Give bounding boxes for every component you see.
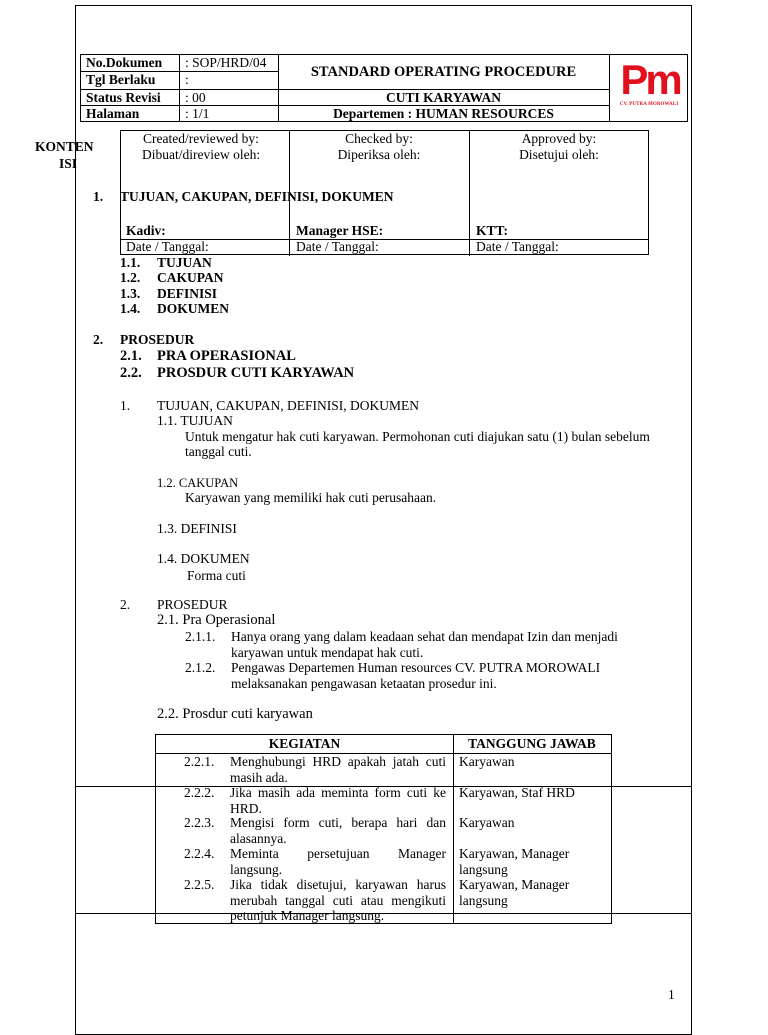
table-row-1-activity: Menghubungi HRD apakah jatah cuti masih ada. [230, 754, 446, 785]
overlay-frame [75, 786, 692, 914]
table-row-1-number: 2.2.1. [184, 754, 215, 769]
toc-section-2-title: PROSEDUR [120, 332, 195, 347]
konten-label: KONTEN [35, 139, 94, 154]
role-manager-hse: Manager HSE: [296, 223, 384, 238]
label-halaman: Halaman [86, 106, 140, 121]
pra-operasional-heading: 2.1. Pra Operasional [157, 612, 276, 628]
sop-department: Departemen : HUMAN RESOURCES [333, 106, 554, 121]
table-row-5-activity: Jika tidak disetujui, karyawan harus merubah tanggal cuti atau mengikuti petunjuk Manager langsung. [230, 877, 446, 923]
toc-item-1-1-number: 1.1. [120, 255, 141, 270]
company-name-logo-text: CV. PUTRA MOROWALI [619, 102, 679, 107]
toc-section-1-number: 1. [93, 189, 104, 204]
prosdur-heading: 2.2. Prosdur cuti karyawan [157, 706, 313, 722]
pra-item-2-line-2: melaksanakan pengawasan ketaatan prosedur ini. [231, 676, 497, 691]
toc-item-2-1-number: 2.1. [120, 348, 142, 364]
date-approved: Date / Tanggal: [476, 239, 559, 254]
sop-title: STANDARD OPERATING PROCEDURE [310, 64, 577, 80]
pra-item-2-number: 2.1.2. [185, 660, 216, 675]
date-checked: Date / Tanggal: [296, 239, 379, 254]
tujuan-heading: 1.1. TUJUAN [157, 413, 233, 428]
kegiatan-header: KEGIATAN [268, 736, 341, 751]
pra-item-1-number: 2.1.1. [185, 629, 216, 644]
toc-section-1-title: TUJUAN, CAKUPAN, DEFINISI, DOKUMEN [120, 189, 394, 204]
created-by-id: Dibuat/direview oleh: [142, 147, 261, 162]
value-halaman: : 1/1 [185, 106, 210, 121]
pm-logo-mark [616, 60, 684, 100]
dokumen-text: Forma cuti [187, 568, 246, 583]
dokumen-heading: 1.4. DOKUMEN [157, 551, 250, 566]
table-row-3-number: 2.2.3. [184, 815, 215, 830]
cakupan-heading: 1.2. CAKUPAN [157, 476, 239, 490]
table-row-2-responsible: Karyawan, Staf HRD [459, 785, 575, 800]
toc-item-1-4-label: DOKUMEN [157, 301, 229, 316]
toc-item-1-3-label: DEFINISI [157, 286, 218, 301]
sop-subject: CUTI KARYAWAN [386, 90, 501, 105]
approved-by-id: Disetujui oleh: [519, 147, 599, 162]
table-row-4-activity: Meminta persetujuan Manager langsung. [230, 846, 446, 877]
date-created: Date / Tanggal: [126, 239, 209, 254]
table-row-3-responsible: Karyawan [459, 815, 515, 830]
table-row-5-number: 2.2.5. [184, 877, 215, 892]
pra-item-2-line-1: Pengawas Departemen Human resources CV. PUTRA MOROWALI [231, 660, 601, 675]
role-kadiv: Kadiv: [126, 223, 166, 238]
document-header-table [80, 54, 688, 122]
role-ktt: KTT: [476, 223, 509, 238]
page-number: 1 [668, 987, 675, 1002]
toc-item-1-2-label: CAKUPAN [157, 270, 224, 285]
value-no-dokumen: : SOP/HRD/04 [185, 55, 267, 70]
label-status-revisi: Status Revisi [86, 90, 161, 105]
label-tgl-berlaku: Tgl Berlaku [86, 72, 156, 87]
table-row-1-responsible: Karyawan [459, 754, 515, 769]
toc-section-2-number: 2. [93, 332, 104, 347]
tujuan-text-line-2: tanggal cuti. [185, 444, 252, 459]
isi-label: ISI [59, 156, 78, 171]
value-status-revisi: : 00 [185, 90, 206, 105]
value-tgl-berlaku: : [185, 72, 189, 87]
definisi-heading: 1.3. DEFINISI [157, 521, 237, 536]
toc-item-2-2-label: PROSDUR CUTI KARYAWAN [157, 365, 355, 381]
body-section-1-title: TUJUAN, CAKUPAN, DEFINISI, DOKUMEN [157, 398, 420, 413]
toc-item-1-3-number: 1.3. [120, 286, 141, 301]
checked-by-id: Diperiksa oleh: [337, 147, 421, 162]
toc-item-1-2-number: 1.2. [120, 270, 141, 285]
approved-by-en: Approved by: [521, 131, 597, 146]
toc-item-2-2-number: 2.2. [120, 365, 142, 381]
cakupan-text: Karyawan yang memiliki hak cuti perusahaan. [185, 490, 437, 505]
table-row-4-responsible: Karyawan, Manager langsung [459, 846, 570, 877]
table-row-3-activity: Mengisi form cuti, berapa hari dan alasannya. [230, 815, 446, 846]
body-section-2-title: PROSEDUR [157, 597, 228, 612]
toc-item-2-1-label: PRA OPERASIONAL [157, 348, 296, 364]
company-logo [614, 60, 684, 116]
body-section-2-number: 2. [120, 597, 131, 612]
label-no-dokumen: No.Dokumen [86, 55, 163, 70]
tanggung-jawab-header: TANGGUNG JAWAB [468, 736, 596, 751]
created-by-en: Created/reviewed by: [143, 131, 259, 146]
toc-item-1-1-label: TUJUAN [157, 255, 212, 270]
body-section-1-number: 1. [120, 398, 131, 413]
table-row-5-responsible: Karyawan, Manager langsung [459, 877, 570, 908]
toc-item-1-4-number: 1.4. [120, 301, 141, 316]
table-row-2-number: 2.2.2. [184, 785, 215, 800]
svg-text:Pm: Pm [620, 60, 680, 100]
checked-by-en: Checked by: [345, 131, 413, 146]
pra-item-1-line-1: Hanya orang yang dalam keadaan sehat dan mendapat Izin dan menjadi [231, 629, 618, 644]
table-row-2-activity: Jika masih ada meminta form cuti ke HRD. [230, 785, 446, 816]
pra-item-1-line-2: karyawan untuk mendapat hak cuti. [231, 645, 424, 660]
table-row-4-number: 2.2.4. [184, 846, 215, 861]
tujuan-text-line-1: Untuk mengatur hak cuti karyawan. Permohonan cuti diajukan satu (1) bulan sebelum [185, 429, 650, 444]
